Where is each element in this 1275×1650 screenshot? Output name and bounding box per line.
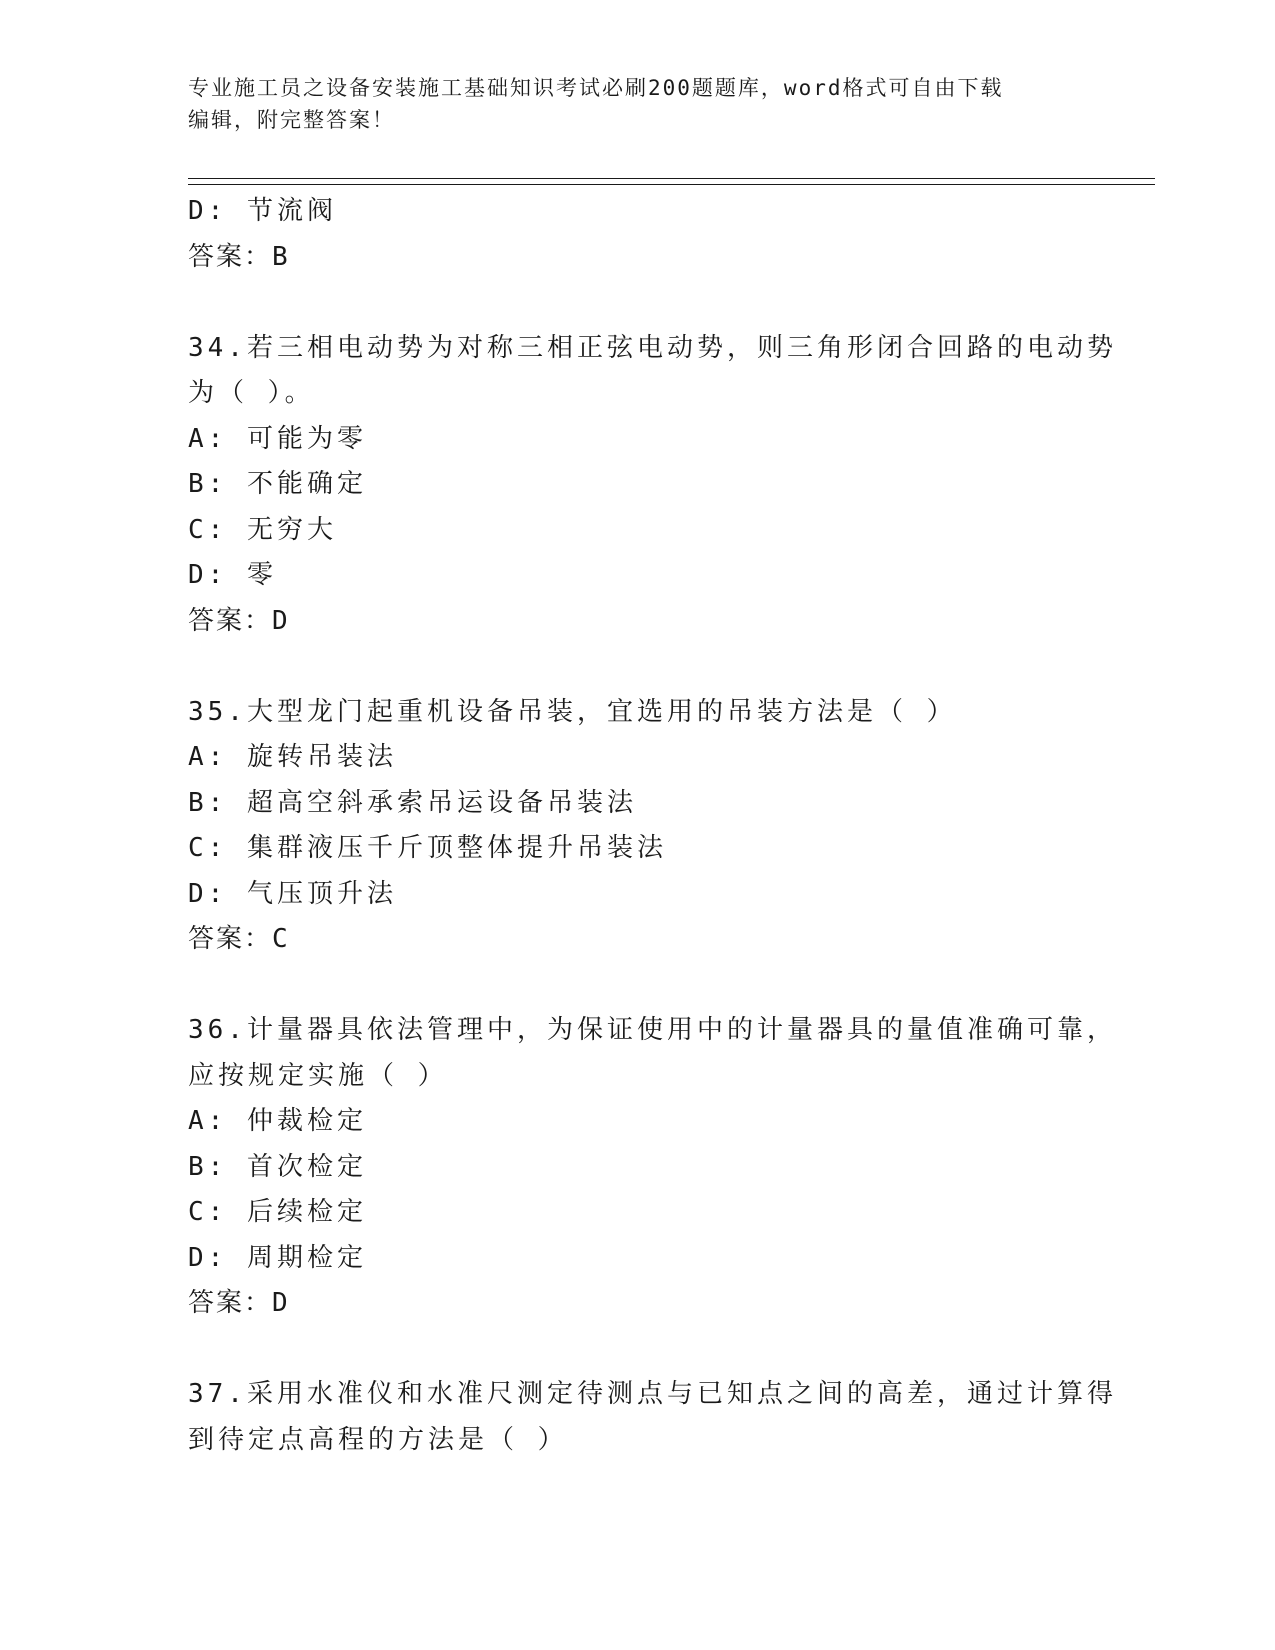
question-36 xyxy=(188,1008,1117,1327)
option-c: C: 集群液压千斤顶整体提升吊装法 xyxy=(188,833,667,863)
question-stem: 37.采用水准仪和水准尺测定待测点与已知点之间的高差，通过计算得 xyxy=(188,1379,1117,1409)
option-d: D: 气压顶升法 xyxy=(188,878,397,909)
option-a: A: 仲裁检定 xyxy=(188,1106,367,1136)
previous-question-tail xyxy=(188,189,1088,280)
header-line-2: 编辑，附完整答案！ xyxy=(188,108,395,132)
option-d: D: 零 xyxy=(188,560,277,590)
question-stem-cont: 为（ ）。 xyxy=(188,378,315,408)
header-line-1: 专业施工员之设备安装施工基础知识考试必刷200题题库，word格式可自由下载 xyxy=(188,76,1004,100)
option-d: D: 周期检定 xyxy=(188,1242,367,1273)
option-d: D: 节流阀 xyxy=(188,196,337,226)
header-divider-top xyxy=(188,178,1155,179)
question-stem: 35.大型龙门起重机设备吊装，宜选用的吊装方法是（ ） xyxy=(188,696,957,727)
spacer xyxy=(188,963,1088,1009)
question-stem-cont: 应按规定实施（ ） xyxy=(188,1060,448,1091)
spacer xyxy=(188,1327,1088,1373)
answer: 答案：D xyxy=(188,1288,290,1318)
question-stem-cont: 到待定点高程的方法是（ ） xyxy=(188,1424,568,1455)
option-c: C: 无穷大 xyxy=(188,514,337,545)
question-stem: 36.计量器具依法管理中，为保证使用中的计量器具的量值准确可靠， xyxy=(188,1015,1117,1045)
option-a: A: 可能为零 xyxy=(188,423,367,454)
question-34 xyxy=(188,326,1117,645)
spacer xyxy=(188,644,1088,690)
option-b: B: 超高空斜承索吊运设备吊装法 xyxy=(188,787,637,818)
spacer xyxy=(188,280,1088,326)
option-b: B: 不能确定 xyxy=(188,469,367,499)
option-c: C: 后续检定 xyxy=(188,1197,367,1227)
question-35 xyxy=(188,690,1088,963)
question-stem: 34.若三相电动势为对称三相正弦电动势，则三角形闭合回路的电动势 xyxy=(188,332,1117,363)
header-divider-bottom xyxy=(188,184,1155,185)
answer: 答案：C xyxy=(188,924,290,954)
question-37 xyxy=(188,1372,1117,1463)
option-b: B: 首次检定 xyxy=(188,1151,367,1182)
option-a: A: 旋转吊装法 xyxy=(188,742,397,772)
document-header xyxy=(188,72,1088,136)
document-body xyxy=(188,189,1117,1463)
answer: 答案：B xyxy=(188,241,290,272)
answer: 答案：D xyxy=(188,605,290,636)
